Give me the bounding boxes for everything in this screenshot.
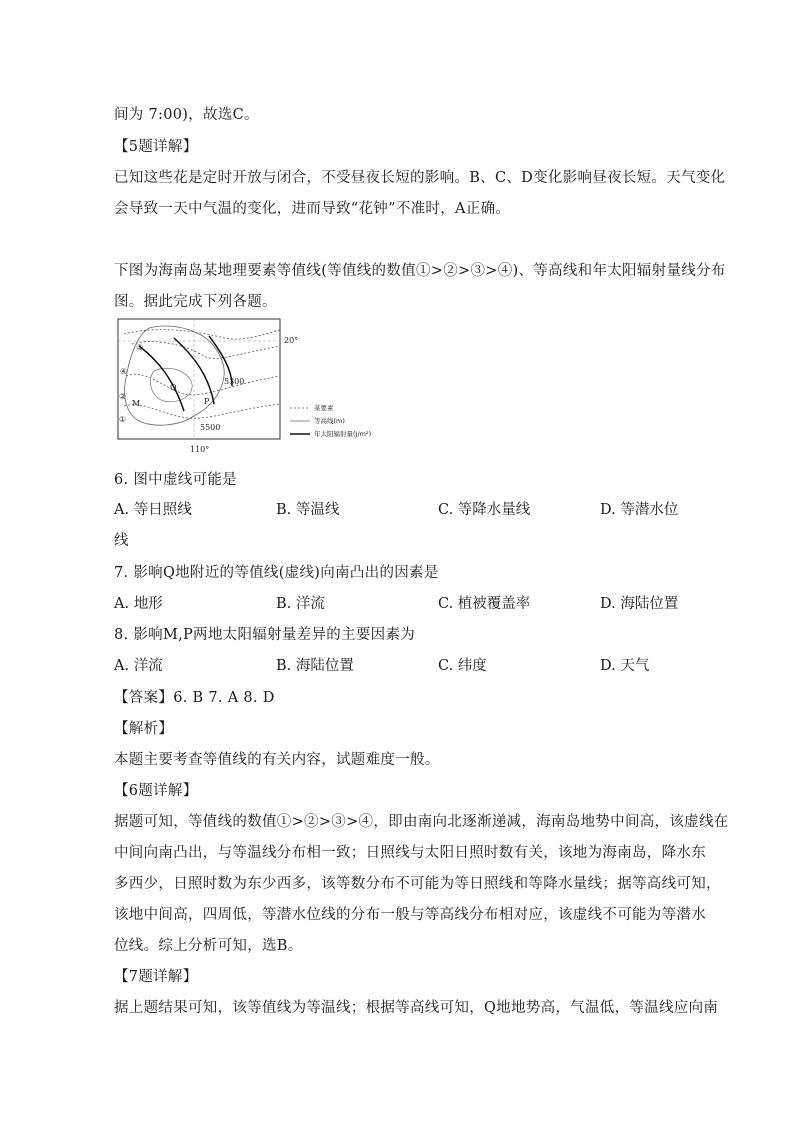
- text-line: 据上题结果可知，该等值线为等温线；根据等高线可知，Q地地势高，气温低，等温线应向南: [114, 1000, 719, 1016]
- option-b: B. 洋流: [276, 596, 325, 612]
- value-label-5500: 5500: [200, 423, 221, 432]
- legend-item: 年太阳辐射量(J/m²): [314, 430, 372, 438]
- text-line: 多西少，日照时数为东少西多，该等数分布不可能为等日照线和等降水量线；据等高线可知，: [114, 876, 721, 892]
- option-b: B. 海陆位置: [276, 658, 354, 674]
- text-line: 中间向南凸出，与等温线分布相一致；日照线与太阳日照时数有关，该地为海南岛，降水东: [114, 845, 706, 861]
- text-line: 据题可知，等值线的数值①>②>③>④，即由南向北逐渐递减，海南岛地势中间高，该虚线在: [114, 814, 729, 830]
- isoline-label: ②: [119, 392, 127, 401]
- legend-item: 等高线(m): [314, 417, 345, 425]
- option-c: C. 纬度: [438, 658, 487, 674]
- text-line: 下图为海南岛某地理要素等值线(等值线的数值①>②>③>④)、等高线和年太阳辐射量线分布: [114, 263, 726, 279]
- section-heading-q6: 【6题详解】: [114, 783, 198, 799]
- point-label-m: M: [132, 399, 141, 408]
- option-c: C. 等降水量线: [438, 502, 531, 518]
- legend-item: 某要素: [314, 404, 334, 412]
- isoline-label: ④: [120, 367, 128, 376]
- section-heading-q5: 【5题详解】: [114, 139, 198, 155]
- text-line: 线: [114, 533, 129, 549]
- isoline-label: ③: [136, 343, 144, 352]
- option-d: D. 海陆位置: [600, 596, 679, 612]
- value-label-5300: 5300: [224, 377, 245, 386]
- longitude-label: 110°: [190, 445, 210, 454]
- section-heading-q7: 【7题详解】: [114, 969, 198, 985]
- option-d: D. 等潜水位: [600, 502, 679, 518]
- option-b: B. 等温线: [276, 502, 340, 518]
- text-line: 已知这些花是定时开放与闭合，不受昼夜长短的影响。B、C、D变化影响昼夜长短。天气变化: [114, 170, 726, 186]
- option-a: A. 洋流: [114, 658, 163, 674]
- text-line: 会导致一天中气温的变化，进而导致“花钟”不准时，A正确。: [114, 201, 511, 217]
- point-label-q: Q: [170, 383, 177, 392]
- text-line: 位线。综上分析可知，选B。: [114, 938, 303, 954]
- question-7: 7. 影响Q地附近的等值线(虚线)向南凸出的因素是: [114, 565, 439, 581]
- text-line: 间为 7:00)，故选C。: [114, 107, 259, 123]
- question-6: 6. 图中虚线可能是: [114, 472, 237, 488]
- option-d: D. 天气: [600, 658, 650, 674]
- option-a: A. 地形: [114, 596, 163, 612]
- option-a: A. 等日照线: [114, 502, 192, 518]
- answer-line: 【答案】6. B 7. A 8. D: [114, 690, 275, 706]
- latitude-label: 20°: [284, 336, 299, 345]
- text-line: 本题主要考查等值线的有关内容，试题难度一般。: [114, 752, 440, 768]
- text-line: 图。据此完成下列各题。: [114, 294, 277, 310]
- question-8: 8. 影响M,P两地太阳辐射量差异的主要因素为: [114, 627, 416, 643]
- analysis-heading: 【解析】: [114, 721, 174, 737]
- hainan-isoline-map: [114, 316, 394, 456]
- text-line: 该地中间高，四周低，等潜水位线的分布一般与等高线分布相对应，该虚线不可能为等潜水: [114, 907, 706, 923]
- point-label-p: P: [204, 397, 210, 406]
- option-c: C. 植被覆盖率: [438, 596, 531, 612]
- isoline-label: ①: [119, 415, 127, 424]
